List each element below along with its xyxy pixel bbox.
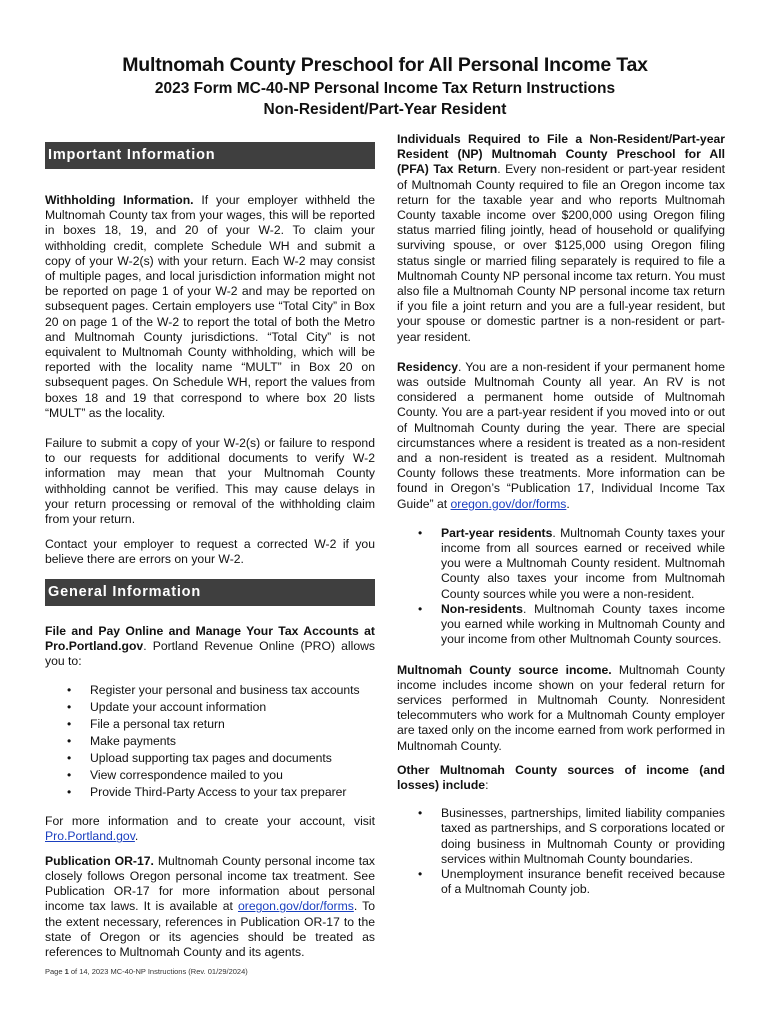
other-sources-list bbox=[397, 806, 725, 897]
file-pay-text: . Portland Revenue Online (PRO) allows you to: bbox=[45, 638, 375, 669]
oregon-forms-link[interactable]: oregon.gov/dor/forms bbox=[237, 899, 354, 914]
residency-types-list bbox=[397, 526, 725, 648]
list-item: • View correspondence mailed to you bbox=[45, 767, 375, 784]
page-header bbox=[0, 52, 770, 120]
important-information-heading: Important Information bbox=[45, 142, 375, 169]
publication-paragraph bbox=[45, 854, 375, 960]
source-income-text: Multnomah County income includes income shown on your federal return for services performed in Multnomah County. Nonresident telecommuters who work for a Multnomah County employer are taxed only on the income earned from work performed in Multnomah County. bbox=[397, 662, 725, 753]
footer-text-a: Page bbox=[45, 967, 65, 976]
footer-text-b: of 14, 2023 MC-40-NP Instructions (Rev. 01/29/2024) bbox=[68, 967, 248, 976]
file-pay-paragraph bbox=[45, 624, 375, 670]
publication-text-1: Multnomah County personal income tax closely follows Oregon personal income tax treatment. See Publication OR-17 for more information about personal income tax laws. It is available at bbox=[45, 853, 375, 914]
resident-subtitle: Non-Resident/Part-Year Resident bbox=[263, 101, 507, 118]
withholding-lead: Withholding Information. bbox=[45, 193, 194, 207]
pro-features-list bbox=[45, 682, 375, 801]
list-item: • Register your personal and business tax accounts bbox=[45, 682, 375, 699]
source-income-paragraph bbox=[397, 663, 725, 754]
general-information-heading: General Information bbox=[45, 579, 375, 606]
list-item: • Upload supporting tax pages and documents bbox=[45, 750, 375, 767]
residency-text: . You are a non-resident if your permanent home was outside Multnomah County all year. An RV is not considered a permanent home outside of Multnomah County. You are a part-year resident if you moved into or out of Multnomah County during the year. There are special circumstances where a resident is treated as a non-resident and a non-resident is treated as a resident. Multnomah County follows these treatments. More information can be found in Oregon’s “Publication 17, Individual Income Tax Guide” at bbox=[397, 359, 725, 511]
more-info-end: . bbox=[134, 829, 139, 844]
list-item: • Unemployment insurance benefit received because of a Multnomah County job. bbox=[397, 867, 725, 897]
list-item: • Make payments bbox=[45, 733, 375, 750]
individuals-required-text: . Every non-resident or part-year resident of Multnomah County required to file an Oregon income tax return for the taxable year and who reports Multnomah County taxable income over $200,000 using Oregon filing status married filing jointly, head of household or qualifying surviving spouse, or over $125,000 using Oregon filing status single or married filing separately is required to file a Multnomah County NP personal income tax return. You must also file a Multnomah County NP personal income tax return if you file a joint return and you are a full-year resident, but your spouse or domestic partner is a non-resident or part-year resident. bbox=[397, 162, 725, 344]
non-resident-lead: Non-residents bbox=[441, 601, 523, 616]
page-title: Multnomah County Preschool for All Personal Income Tax bbox=[122, 54, 648, 76]
withholding-paragraph bbox=[45, 193, 375, 421]
residency-paragraph bbox=[397, 360, 725, 512]
page-footer bbox=[45, 967, 248, 976]
other-sources-paragraph bbox=[397, 763, 725, 793]
part-year-text: . Multnomah County taxes your income from all sources earned or received while you were a Multnomah County resident. Multnomah County also taxes your income from Multnomah County sources while you were a non-resident. bbox=[441, 525, 725, 601]
individuals-required-paragraph bbox=[397, 132, 725, 345]
file-pay-lead: File and Pay Online and Manage Your Tax Accounts at Pro.Portland.gov bbox=[45, 623, 375, 653]
left-column bbox=[45, 132, 375, 960]
oregon-forms-link[interactable]: oregon.gov/dor/forms bbox=[450, 496, 567, 511]
list-item: • Businesses, partnerships, limited liability companies taxed as partnerships, and S corporations located or doing business in Multnomah County or providing services within Multnomah County boundaries. bbox=[397, 806, 725, 867]
list-item bbox=[397, 602, 725, 648]
non-resident-text: . Multnomah County taxes income you earned while working in Multnomah County and your income from other Multnomah County sources. bbox=[441, 601, 725, 647]
list-item bbox=[397, 526, 725, 602]
individuals-required-lead: Individuals Required to File a Non-Resident/Part-year Resident (NP) Multnomah County Preschool for All (PFA) Tax Return bbox=[397, 132, 725, 177]
failure-paragraph: Failure to submit a copy of your W-2(s) or failure to respond to our requests for additional documents to verify W-2 information may mean that your Multnomah County withholding cannot be verified. This may cause delays in your return processing or removal of the withholding claim from your return. bbox=[45, 436, 375, 527]
right-column bbox=[397, 132, 725, 897]
contact-paragraph: Contact your employer to request a corrected W-2 if you believe there are errors on your W-2. bbox=[45, 537, 375, 567]
more-info-text: For more information and to create your account, visit bbox=[45, 814, 375, 829]
withholding-text: If your employer withheld the Multnomah County tax from your wages, this will be reported in boxes 18, 19, and 20 of your W-2. To claim your withholding credit, complete Schedule WH and submit a copy of your W-2(s) with your return. Each W-2 may consist of multiple pages, and local jurisdiction information might not be reported on page 1 of your W-2 and may be reported on subsequent pages. Certain employers use “Total City” in Box 20 on page 1 of the W-2 to report the total of both the Metro and Multnomah County jurisdictions. “Total City” is not equivalent to Multnomah County withholding, which will be reported with the locality name “MULT” in Box 20 on subsequent pages. On Schedule WH, report the values from boxes 18 and 19 that correspond to where box 20 lists “MULT” as the locality. bbox=[45, 193, 375, 420]
list-item: • File a personal tax return bbox=[45, 716, 375, 733]
list-item: • Update your account information bbox=[45, 699, 375, 716]
publication-lead: Publication OR-17. bbox=[45, 853, 154, 868]
other-sources-end: : bbox=[485, 777, 489, 792]
residency-end: . bbox=[566, 496, 570, 511]
page-number: 1 bbox=[64, 967, 69, 976]
other-sources-lead: Other Multnomah County sources of income (and losses) include bbox=[397, 762, 725, 792]
pro-portland-link[interactable]: Pro.Portland.gov bbox=[45, 829, 135, 844]
form-subtitle: 2023 Form MC-40-NP Personal Income Tax Return Instructions bbox=[154, 80, 616, 97]
part-year-lead: Part-year residents bbox=[441, 525, 553, 540]
list-item: • Provide Third-Party Access to your tax preparer bbox=[45, 784, 375, 801]
residency-lead: Residency bbox=[397, 359, 458, 374]
source-income-lead: Multnomah County source income. bbox=[397, 662, 612, 677]
more-info-paragraph bbox=[45, 814, 375, 844]
publication-text-2: . To the extent necessary, references in Publication OR-17 to the state of Oregon or its agencies should be treated as references to Multnomah County and its agents. bbox=[45, 899, 375, 959]
